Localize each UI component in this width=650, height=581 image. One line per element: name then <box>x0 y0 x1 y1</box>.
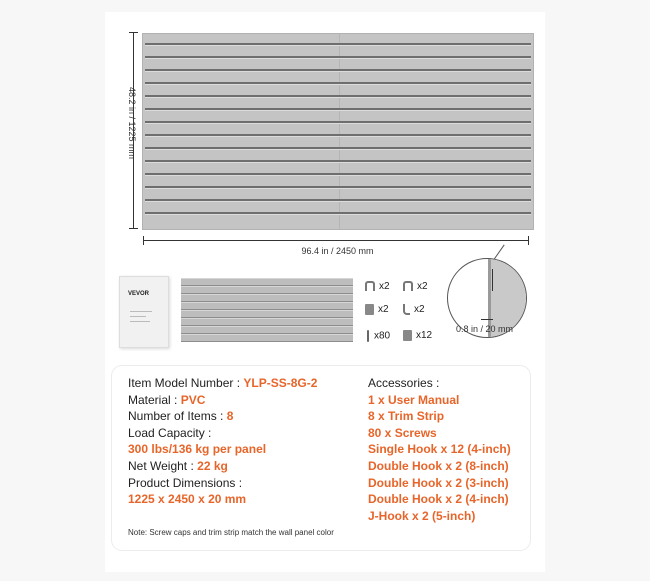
accessory-count: x2 <box>378 304 389 316</box>
trim-strip <box>181 278 353 286</box>
manual-text-line <box>130 311 152 312</box>
spec-label: Material : <box>128 392 181 407</box>
height-dimension-label: 48.2 in / 1225 mm <box>127 86 137 160</box>
spec-value: 1225 x 2450 x 20 mm <box>128 492 247 507</box>
panel-slot <box>145 160 531 162</box>
trim-strip <box>181 318 353 326</box>
accessory-item: Single Hook x 12 (4-inch) <box>368 442 511 457</box>
spec-items-row <box>128 408 358 425</box>
user-manual-image <box>119 276 169 348</box>
double-hook-icon <box>403 281 413 291</box>
spec-value: 8 <box>226 409 234 424</box>
trim-strip <box>181 286 353 294</box>
spec-label: Item Model Number : <box>128 376 244 390</box>
panel-slot <box>145 69 531 71</box>
accessory-count: x12 <box>416 330 433 342</box>
thickness-tick <box>492 269 493 291</box>
color-note: Note: Screw caps and trim strip match the wall panel color <box>128 528 334 537</box>
accessory-j-hook <box>403 304 425 315</box>
accessory-count: x80 <box>374 330 391 342</box>
double-hook-icon <box>365 281 375 291</box>
trim-strip <box>181 334 353 342</box>
thickness-dimension-line <box>481 319 493 320</box>
spec-label: Load Capacity : <box>128 425 212 440</box>
panel-slot <box>145 173 531 175</box>
accessory-double-hook-3 <box>403 281 428 292</box>
accessory-double-hook-4 <box>365 304 389 315</box>
accessories-heading: Accessories : <box>368 376 440 390</box>
trim-strip <box>181 310 353 318</box>
accessory-item: Double Hook x 2 (4-inch) <box>368 492 509 507</box>
spec-value: PVC <box>180 392 206 407</box>
spec-value: 22 kg <box>197 458 228 473</box>
panel-slot <box>145 147 531 149</box>
panel-slot <box>145 121 531 123</box>
spec-value: 300 lbs/136 kg per panel <box>128 442 267 457</box>
spec-value: YLP-SS-8G-2 <box>243 376 318 390</box>
screw-icon <box>367 330 369 342</box>
accessory-item: Double Hook x 2 (8-inch) <box>368 458 509 473</box>
spec-left-column <box>128 375 358 508</box>
accessory-screws <box>367 330 390 342</box>
j-hook-icon <box>403 304 410 315</box>
spec-weight-row <box>128 458 358 475</box>
accessory-item: 8 x Trim Strip <box>368 409 445 424</box>
spec-box <box>112 366 530 550</box>
spec-right-column <box>368 375 528 524</box>
accessory-count: x2 <box>379 281 390 292</box>
thickness-dimension-label: 0.8 in / 20 mm <box>456 324 514 334</box>
panel-slot <box>145 43 531 45</box>
width-dimension-label: 96.4 in / 2450 mm <box>301 246 374 256</box>
trim-strips-image <box>181 278 353 348</box>
manual-text-line <box>130 316 146 317</box>
panel-slot <box>145 95 531 97</box>
accessory-item: 80 x Screws <box>368 425 437 440</box>
accessory-item: 1 x User Manual <box>368 392 460 407</box>
panel-slot <box>145 186 531 188</box>
accessory-double-hook-8 <box>365 281 390 292</box>
accessory-single-hook <box>403 330 432 341</box>
panel-slot <box>145 134 531 136</box>
manual-brand-logo: VEVOR <box>128 291 150 297</box>
spec-model-row <box>128 375 358 392</box>
double-hook-icon <box>365 304 374 315</box>
panel-slot <box>145 108 531 110</box>
trim-strip <box>181 294 353 302</box>
accessory-item: Double Hook x 2 (3-inch) <box>368 475 509 490</box>
panel-slot <box>145 56 531 58</box>
spec-label: Number of Items : <box>128 409 227 424</box>
accessory-count: x2 <box>417 281 428 292</box>
spec-material-row <box>128 392 358 409</box>
manual-text-line <box>130 321 150 322</box>
slatwall-panel <box>142 33 534 230</box>
width-dimension-line <box>143 240 529 241</box>
accessory-count: x2 <box>414 304 425 316</box>
panel-slot <box>145 199 531 201</box>
accessory-item: J-Hook x 2 (5-inch) <box>368 508 476 523</box>
panel-slot <box>145 82 531 84</box>
panel-slot <box>145 212 531 214</box>
single-hook-icon <box>403 330 412 341</box>
trim-strip <box>181 302 353 310</box>
trim-strip <box>181 326 353 334</box>
spec-label: Net Weight : <box>128 458 198 473</box>
spec-label: Product Dimensions : <box>128 475 243 490</box>
